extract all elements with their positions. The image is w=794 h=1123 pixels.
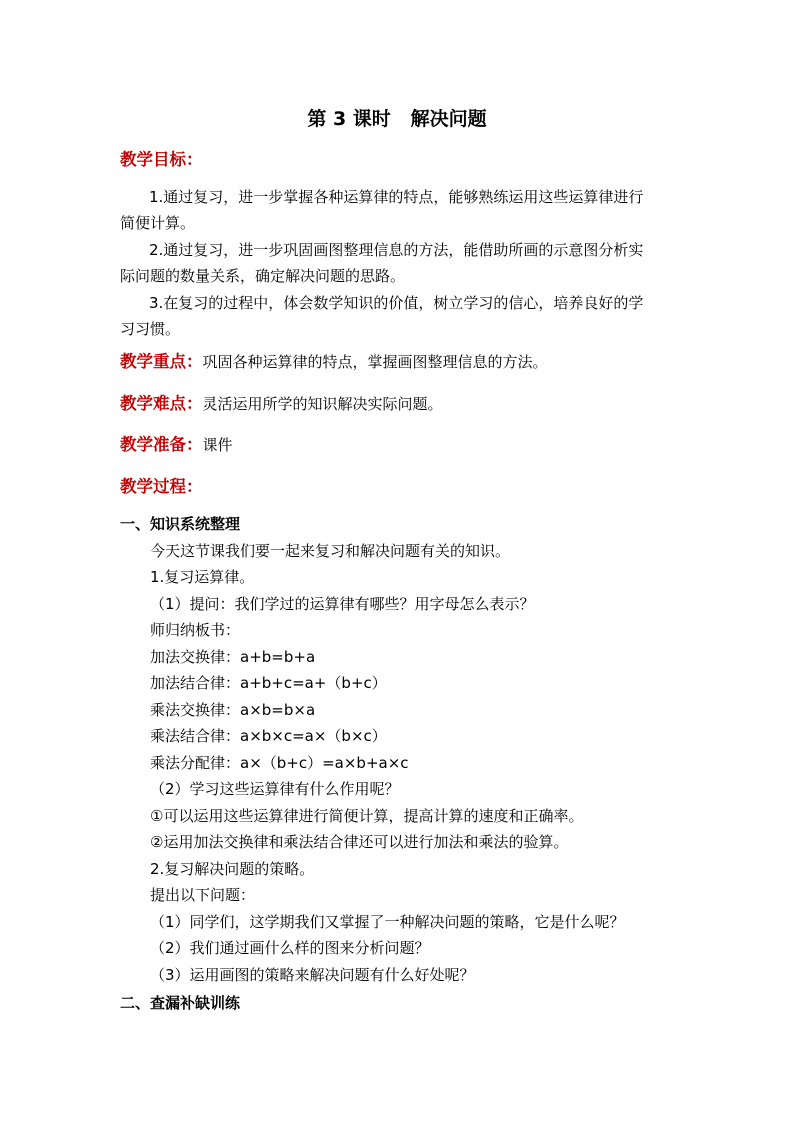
section-1-line: 加法交换律：a+b=b+a	[150, 648, 316, 666]
objective-line: 习习惯。	[120, 320, 181, 338]
key-points-row	[120, 348, 548, 376]
section-2-title: 二、查漏补缺训练	[120, 994, 241, 1012]
section-1-line: 1.复习运算律。	[150, 568, 255, 586]
section-1-line: 今天这节课我们要一起来复习和解决问题有关的知识。	[150, 542, 511, 560]
section-1-line: （3）运用画图的策略来解决问题有什么好处呢？	[150, 966, 475, 984]
section-1-line: 加法结合律：a+b+c=a+（b+c）	[150, 674, 387, 692]
difficulties-row	[120, 390, 443, 418]
section-1-line: ②运用加法交换律和乘法结合律还可以进行加法和乘法的验算。	[150, 833, 569, 851]
section-1-line: （1）提问：我们学过的运算律有哪些？用字母怎么表示？	[150, 595, 535, 613]
section-1-line: （1）同学们，这学期我们又掌握了一种解决问题的策略，它是什么呢？	[150, 913, 625, 931]
process-label: 教学过程：	[120, 477, 203, 496]
section-1-line: 提出以下问题：	[150, 886, 256, 904]
objective-line: 2.通过复习，进一步巩固画图整理信息的方法，能借助所画的示意图分析实	[149, 241, 644, 259]
section-1-line: ①可以运用这些运算律进行简便计算，提高计算的速度和正确率。	[150, 807, 584, 825]
objective-line: 际问题的数量关系，确定解决问题的思路。	[120, 267, 406, 285]
preparation-label: 教学准备：	[120, 435, 203, 454]
preparation-text: 课件	[202, 436, 233, 454]
page-title: 第 3 课时 解决问题	[307, 108, 487, 130]
key-points-text: 巩固各种运算律的特点，掌握画图整理信息的方法。	[202, 353, 548, 371]
section-1-line: 师归纳板书：	[150, 621, 241, 639]
process-heading	[120, 473, 203, 501]
section-1-line: 2.复习解决问题的策略。	[150, 860, 315, 878]
objectives-heading	[120, 146, 203, 174]
section-1-line: 乘法分配律：a×（b+c）=a×b+a×c	[150, 754, 409, 772]
difficulties-label: 教学难点：	[120, 394, 203, 413]
objective-line: 简便计算。	[120, 214, 196, 232]
section-1-line: （2）学习这些运算律有什么作用呢？	[150, 780, 400, 798]
section-1-line: 乘法结合律：a×b×c=a×（b×c）	[150, 727, 387, 745]
difficulties-text: 灵活运用所学的知识解决实际问题。	[202, 395, 443, 413]
objectives-label: 教学目标：	[120, 150, 203, 169]
section-1-line: （2）我们通过画什么样的图来分析问题？	[150, 939, 430, 957]
objective-line: 3.在复习的过程中，体会数学知识的价值，树立学习的信心，培养良好的学	[149, 294, 644, 312]
objective-line: 1.通过复习，进一步掌握各种运算律的特点，能够熟练运用这些运算律进行	[149, 188, 644, 206]
preparation-row	[120, 431, 233, 459]
section-1-line: 乘法交换律：a×b=b×a	[150, 701, 316, 719]
key-points-label: 教学重点：	[120, 352, 203, 371]
section-1-title: 一、知识系统整理	[120, 515, 241, 533]
